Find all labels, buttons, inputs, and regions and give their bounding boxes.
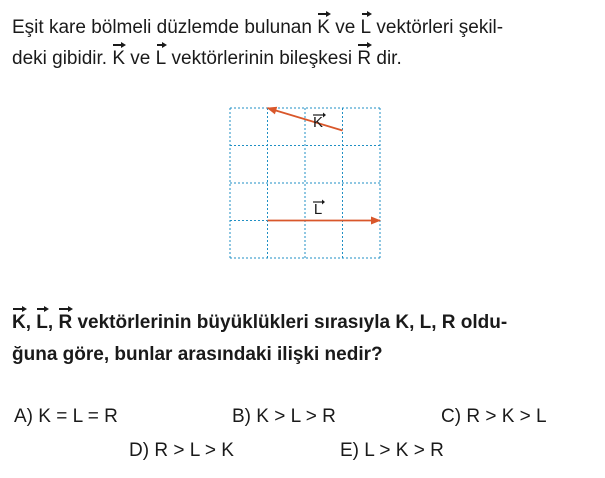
grid-diagram bbox=[222, 104, 387, 266]
vector-k-arrow bbox=[268, 108, 343, 131]
vector-k-label: K bbox=[312, 114, 324, 131]
vector-grid-figure bbox=[222, 104, 387, 266]
statement-text: Eşit kare bölmeli düzlemde bulunan bbox=[12, 17, 318, 38]
question-line-1 bbox=[12, 307, 602, 339]
vector-k-symbol: K bbox=[112, 48, 126, 69]
statement-text: deki gibidir. bbox=[12, 48, 113, 69]
vector-l-label: L bbox=[313, 201, 323, 218]
statement-text: dir. bbox=[371, 48, 402, 69]
grid-lines bbox=[230, 108, 380, 258]
statement-line-1 bbox=[12, 12, 597, 43]
statement-text: vektörleri şekil- bbox=[371, 17, 504, 38]
vector-k-label-arrowhead bbox=[323, 113, 326, 118]
option-d[interactable]: D) R > L > K bbox=[129, 440, 234, 461]
option-e[interactable]: E) L > K > R bbox=[340, 440, 444, 461]
question-separator: , bbox=[47, 312, 59, 333]
vector-l-symbol: L bbox=[360, 17, 372, 38]
vector-r-symbol: R bbox=[58, 312, 73, 333]
question-text: vektörlerinin büyüklükleri sırasıyla K, L, R oldu- bbox=[72, 312, 508, 333]
vector-k-symbol: K bbox=[317, 17, 330, 38]
statement-text: vektörlerinin bileşkesi bbox=[166, 48, 358, 69]
option-c[interactable]: C) R > K > L bbox=[441, 406, 547, 427]
vector-r-symbol: R bbox=[357, 48, 372, 69]
problem-statement bbox=[12, 12, 597, 74]
statement-text: ve bbox=[125, 48, 156, 69]
vector-l-symbol: L bbox=[155, 48, 167, 69]
vector-k-symbol: K bbox=[12, 312, 26, 333]
question-separator: , bbox=[25, 312, 37, 333]
option-b[interactable]: B) K > L > R bbox=[232, 406, 336, 427]
question-prompt bbox=[12, 307, 602, 371]
option-a[interactable]: A) K = L = R bbox=[14, 406, 118, 427]
question-line-2: ğuna göre, bunlar arasındaki ilişki nedir? bbox=[12, 344, 383, 365]
vector-l-label-arrowhead bbox=[322, 200, 325, 205]
statement-line-2 bbox=[12, 43, 597, 74]
statement-text: ve bbox=[329, 17, 361, 38]
vector-l-symbol: L bbox=[36, 312, 48, 333]
